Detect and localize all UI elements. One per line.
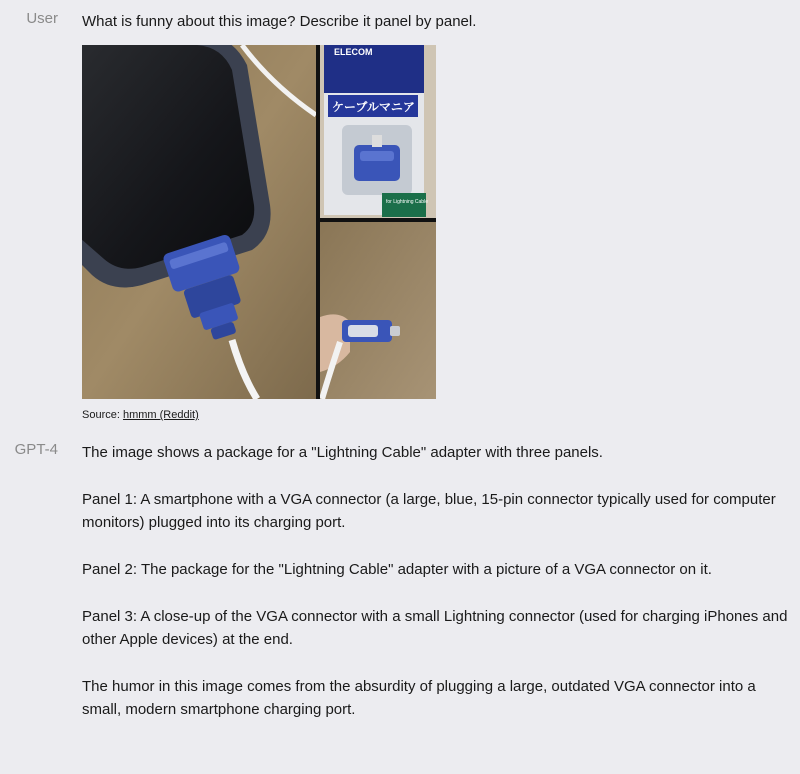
assistant-paragraph: The humor in this image comes from the absurdity of plugging a large, outdated VGA connector into a small, modern smartphone charging port. (82, 678, 756, 718)
image-source (82, 409, 790, 421)
assistant-speaker-label: GPT-4 (14, 441, 58, 458)
meme-panel-1 (82, 45, 316, 399)
source-prefix: Source: (82, 409, 123, 421)
user-speaker-label: User (26, 10, 58, 27)
assistant-paragraph: Panel 1: A smartphone with a VGA connector (a large, blue, 15-pin connector typically used for computer monitors) plugged into its charging port. (82, 491, 776, 531)
user-question: What is funny about this image? Describe it panel by panel. (82, 13, 477, 30)
source-link[interactable]: hmmm (Reddit) (122, 409, 199, 421)
assistant-paragraph: The image shows a package for a "Lightning Cable" adapter with three panels. (82, 444, 603, 461)
meme-image (82, 45, 436, 399)
assistant-paragraph: Panel 3: A close-up of the VGA connector with a small Lightning connector (used for charging iPhones and other Apple devices) at the end. (82, 608, 788, 648)
assistant-paragraph: Panel 2: The package for the "Lightning Cable" adapter with a picture of a VGA connector on it. (82, 561, 712, 578)
meme-panel-3 (320, 222, 436, 399)
package-brand: ELECOM (334, 47, 373, 57)
package-title: ケーブルマニア (332, 100, 415, 114)
package-label: for Lightning Cable (386, 199, 428, 205)
user-message-content (82, 10, 790, 421)
assistant-message-content (82, 441, 790, 745)
meme-panel-2 (320, 45, 436, 218)
